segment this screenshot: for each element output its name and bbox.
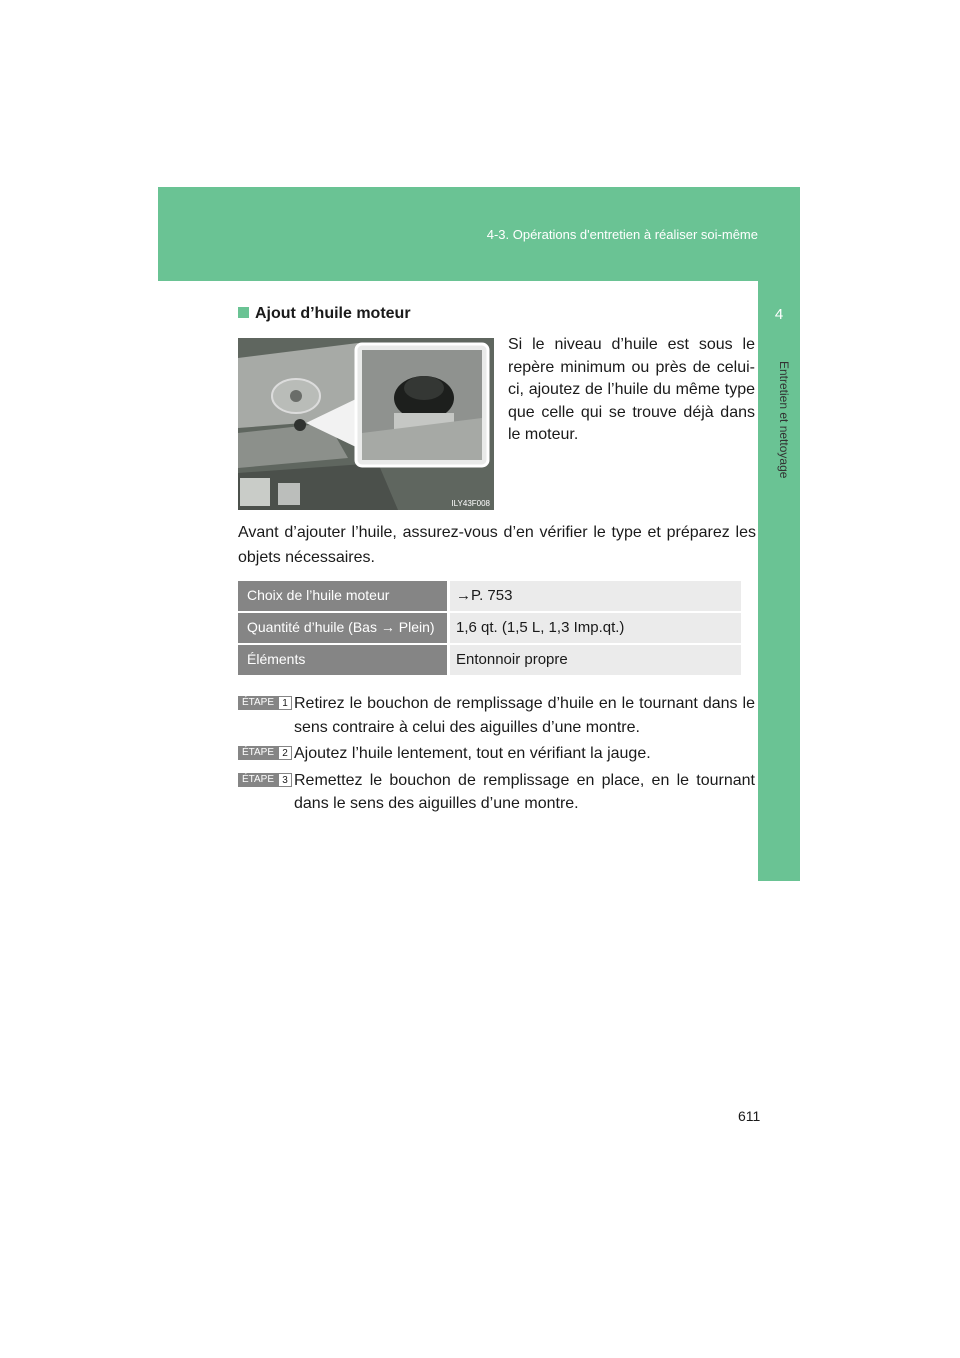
list-item <box>238 769 755 816</box>
table-row <box>238 645 741 675</box>
step-badge <box>238 746 292 760</box>
procedure-steps <box>238 692 755 819</box>
engine-bay-illustration <box>238 338 494 510</box>
step-badge-label: ÉTAPE <box>238 696 278 710</box>
step-badge-number: 2 <box>278 746 292 760</box>
list-item <box>238 742 755 766</box>
figure-code: ILY43F008 <box>451 499 490 508</box>
chapter-number: 4 <box>774 306 784 323</box>
spec-value: →P. 753 <box>450 581 741 611</box>
list-item <box>238 692 755 739</box>
square-bullet-icon <box>238 307 249 318</box>
engine-oil-cap-figure <box>238 338 494 510</box>
chapter-header <box>158 187 800 281</box>
intro-paragraph: Si le niveau d’huile est sous le repère minimum ou près de celui-ci, ajoutez de l’huile du même type que celle qui se trouve déjà dans le moteur. <box>508 336 755 443</box>
step-text: Retirez le bouchon de remplissage d’huile en le tournant dans le sens contraire à celui des aiguilles d’une montre. <box>294 695 755 736</box>
spec-value: Entonnoir propre <box>450 645 741 675</box>
section-title: 4-3. Opérations d'entretien à réaliser soi-même <box>486 227 758 242</box>
spec-label: Choix de l’huile moteur <box>238 581 447 611</box>
preparation-paragraph: Avant d’ajouter l’huile, assurez-vous d’en vérifier le type et préparez les objets nécessaires. <box>238 524 756 566</box>
chapter-label: Entretien et nettoyage <box>777 361 791 479</box>
table-row <box>238 613 741 643</box>
section-heading-text: Ajout d’huile moteur <box>255 305 411 322</box>
oil-spec-table <box>238 581 741 677</box>
step-badge-label: ÉTAPE <box>238 773 278 787</box>
spec-label: Quantité d’huile (Bas → Plein) <box>238 613 447 643</box>
step-badge <box>238 696 292 710</box>
table-row <box>238 581 741 611</box>
step-badge-label: ÉTAPE <box>238 746 278 760</box>
step-badge-number: 3 <box>278 773 292 787</box>
step-text: Ajoutez l’huile lentement, tout en vérifiant la jauge. <box>294 745 651 762</box>
section-heading <box>238 305 411 323</box>
step-badge <box>238 773 292 787</box>
page-number: 611 <box>738 1108 761 1124</box>
spec-label: Éléments <box>238 645 447 675</box>
chapter-side-tab <box>758 281 800 881</box>
spec-value: 1,6 qt. (1,5 L, 1,3 Imp.qt.) <box>450 613 741 643</box>
step-text: Remettez le bouchon de remplissage en place, en le tournant dans le sens des aiguilles d’une montre. <box>294 771 755 812</box>
step-badge-number: 1 <box>278 696 292 710</box>
